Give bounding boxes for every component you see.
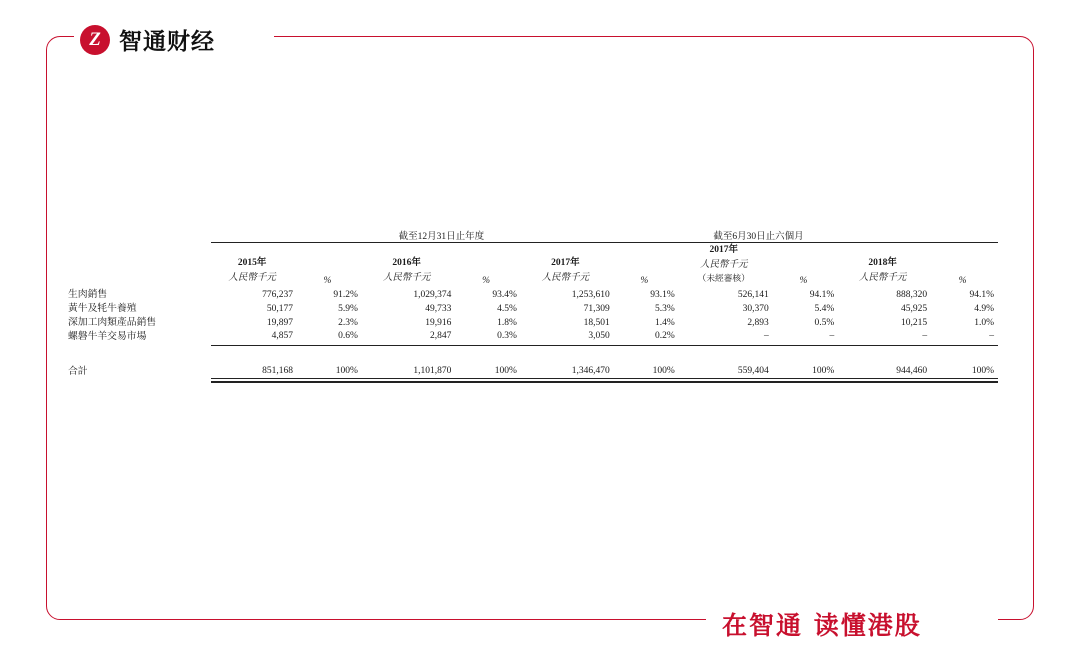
col-head-2016 bbox=[362, 243, 451, 286]
cell-value: 0.6% bbox=[338, 331, 358, 342]
col-head-2016-year: 2016年 bbox=[392, 258, 421, 269]
cell-value: 2,893 bbox=[747, 317, 769, 328]
cell-value: 0.5% bbox=[814, 317, 835, 328]
brand-name: 智通财经 bbox=[119, 29, 215, 55]
col-head-2016-unit: 人民幣千元 bbox=[382, 273, 431, 284]
revenue-breakdown-table bbox=[68, 228, 998, 383]
total-value: 100% bbox=[971, 366, 994, 377]
col-head-2018-interim bbox=[838, 243, 927, 286]
cell-value: – bbox=[989, 331, 994, 342]
col-head-2017-interim-year: 2017年 bbox=[709, 245, 738, 255]
cell-value: 0.3% bbox=[497, 331, 517, 342]
cell-value: 0.2% bbox=[654, 331, 675, 342]
col-head-2017-interim-note: （未經審核） bbox=[697, 273, 750, 284]
total-value: 1,346,470 bbox=[571, 366, 610, 377]
group-header-interim: 截至6月30日止六個月 bbox=[679, 228, 838, 243]
total-label: 合計 bbox=[68, 365, 88, 377]
table-row bbox=[68, 314, 998, 328]
total-value: 100% bbox=[335, 366, 358, 377]
cell-value: 1,029,374 bbox=[413, 289, 452, 300]
cell-value: 3,050 bbox=[588, 331, 610, 342]
total-value: 851,168 bbox=[262, 366, 293, 377]
table-row bbox=[68, 328, 998, 346]
cell-value: 19,916 bbox=[425, 317, 452, 328]
cell-value: 93.4% bbox=[492, 289, 517, 300]
col-head-2015-year: 2015年 bbox=[237, 258, 267, 269]
cell-value: – bbox=[922, 331, 928, 342]
total-double-rule bbox=[68, 379, 998, 383]
cell-value: 4.5% bbox=[497, 303, 517, 314]
col-head-2017-interim-pct: % bbox=[799, 275, 808, 286]
col-head-2015 bbox=[211, 243, 293, 286]
cell-value: 4.9% bbox=[974, 303, 994, 314]
cell-value: 71,309 bbox=[583, 303, 610, 314]
group-header-spacer-left bbox=[211, 228, 362, 243]
row-label: 螺磐牛羊交易市場 bbox=[68, 330, 147, 342]
cell-value: 2,847 bbox=[430, 331, 452, 342]
slogan-text: 在智通 读懂港股 bbox=[722, 611, 922, 640]
col-head-2017-interim-unit: 人民幣千元 bbox=[699, 259, 748, 270]
cell-value: 94.1% bbox=[969, 289, 994, 300]
table-spacer bbox=[68, 347, 998, 360]
cell-value: 91.2% bbox=[333, 289, 358, 300]
cell-value: 4,857 bbox=[271, 331, 293, 342]
cell-value: 888,320 bbox=[896, 289, 928, 300]
col-head-2016-pct: % bbox=[482, 275, 491, 286]
col-head-2017-year: 2017年 bbox=[551, 258, 580, 269]
total-value: 100% bbox=[652, 366, 675, 377]
cell-value: 1,253,610 bbox=[571, 289, 610, 300]
cell-value: 5.4% bbox=[814, 303, 835, 314]
column-header-spacer bbox=[68, 243, 211, 286]
col-head-2015-pct: % bbox=[323, 275, 332, 286]
cell-value: 10,215 bbox=[901, 317, 928, 328]
group-header-row bbox=[68, 228, 998, 243]
zhitong-logo-icon: Z bbox=[80, 25, 110, 55]
total-value: 559,404 bbox=[737, 366, 769, 377]
cell-value: 45,925 bbox=[901, 303, 928, 314]
cell-value: 1.4% bbox=[654, 317, 675, 328]
cell-value: 19,897 bbox=[266, 317, 293, 328]
col-head-2017 bbox=[521, 243, 610, 286]
col-head-2018-interim-unit: 人民幣千元 bbox=[858, 273, 907, 284]
group-header-annual-pad bbox=[521, 228, 679, 243]
cell-value: 30,370 bbox=[742, 303, 769, 314]
cell-value: 1.0% bbox=[974, 317, 994, 328]
row-label: 深加工肉類產品銷售 bbox=[68, 316, 157, 328]
group-header-annual: 截至12月31日止年度 bbox=[362, 228, 521, 243]
cell-value: 18,501 bbox=[583, 317, 610, 328]
brand-logo bbox=[80, 23, 215, 56]
col-head-2017-unit: 人民幣千元 bbox=[541, 273, 590, 284]
row-label: 生肉銷售 bbox=[68, 288, 108, 300]
cell-value: 49,733 bbox=[425, 303, 452, 314]
column-header-row bbox=[68, 243, 998, 286]
table-row bbox=[68, 300, 998, 314]
total-value: 944,460 bbox=[896, 366, 928, 377]
group-header-interim-pad bbox=[838, 228, 998, 243]
cell-value: – bbox=[829, 331, 835, 342]
total-value: 1,101,870 bbox=[413, 366, 452, 377]
cell-value: 776,237 bbox=[262, 289, 293, 300]
cell-value: 94.1% bbox=[809, 289, 835, 300]
col-head-2018-interim-pct: % bbox=[958, 275, 967, 286]
financial-table-container bbox=[68, 228, 998, 383]
col-head-2018-interim-year: 2018年 bbox=[868, 258, 897, 269]
group-header-spacer bbox=[68, 228, 211, 243]
cell-value: 93.1% bbox=[650, 289, 675, 300]
table-row bbox=[68, 286, 998, 300]
cell-value: 50,177 bbox=[266, 303, 293, 314]
cell-value: – bbox=[763, 331, 769, 342]
cell-value: 526,141 bbox=[737, 289, 769, 300]
col-head-2015-unit: 人民幣千元 bbox=[228, 273, 276, 284]
total-value: 100% bbox=[812, 366, 835, 377]
cell-value: 1.8% bbox=[497, 317, 517, 328]
cell-value: 5.9% bbox=[338, 303, 358, 314]
col-head-2017-pct: % bbox=[640, 275, 649, 286]
row-label: 黃牛及牦牛養殖 bbox=[68, 302, 137, 314]
cell-value: 5.3% bbox=[654, 303, 675, 314]
total-value: 100% bbox=[494, 366, 517, 377]
col-head-2017-interim bbox=[679, 243, 769, 286]
cell-value: 2.3% bbox=[338, 317, 358, 328]
total-row bbox=[68, 360, 998, 379]
